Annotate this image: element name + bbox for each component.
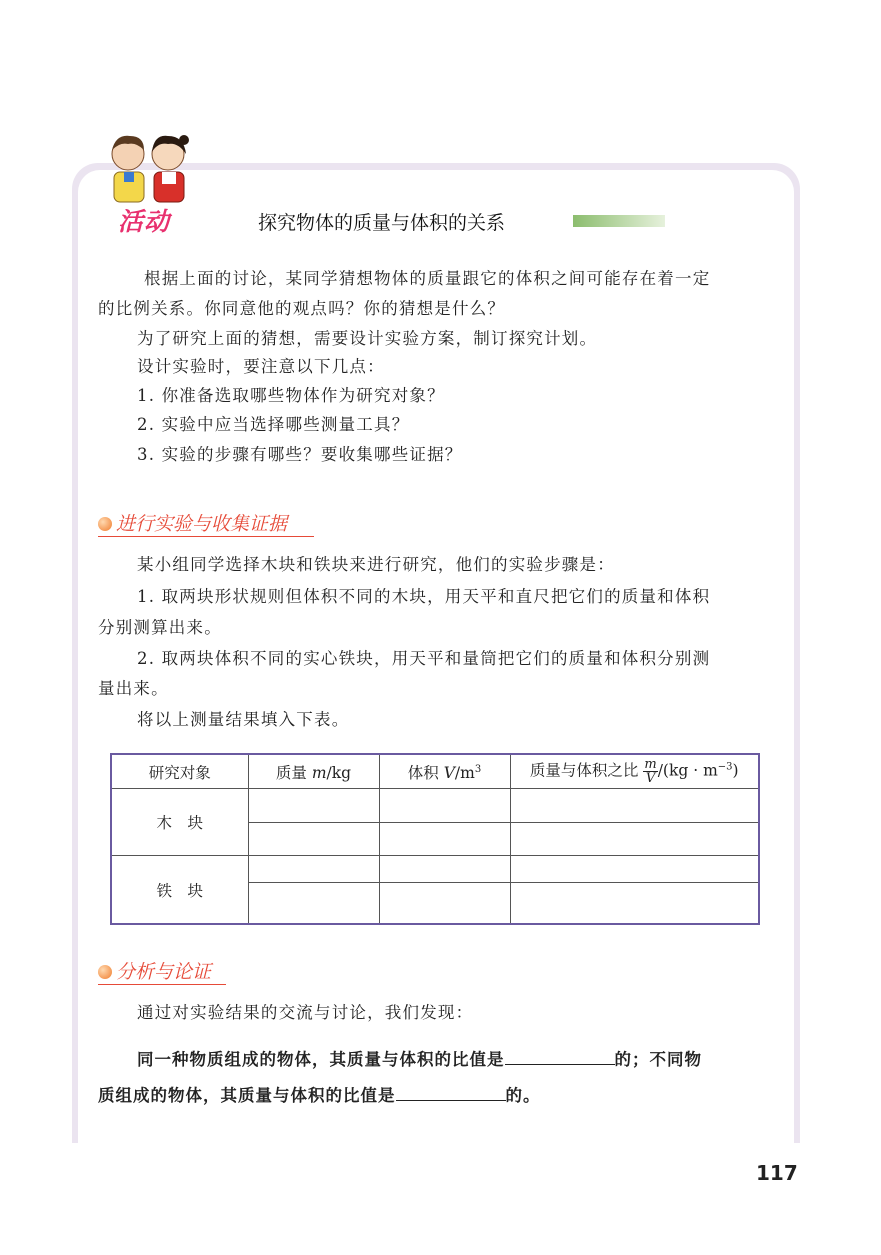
table-cell[interactable] — [248, 822, 379, 856]
mascot-children-illustration — [100, 128, 196, 206]
conclusion-line1: 同一种物质组成的物体，其质量与体积的比值是 的；不同物 — [137, 1050, 702, 1069]
section-heading-experiment: 进行实验与收集证据 — [98, 509, 287, 536]
row-label-wood: 木 块 — [111, 789, 248, 856]
table-header-row — [111, 754, 759, 789]
experiment-step2-line1: 2. 取两块体积不同的实心铁块，用天平和量筒把它们的质量和体积分别测 — [137, 649, 711, 668]
header-object: 研究对象 — [111, 754, 248, 789]
table-cell[interactable] — [510, 856, 759, 883]
intro-list-item: 3. 实验的步骤有哪些？要收集哪些证据？ — [137, 445, 463, 464]
measurement-table — [110, 753, 760, 925]
intro-list-item: 2. 实验中应当选择哪些测量工具？ — [137, 415, 410, 434]
header-mass: 质量 m/kg — [248, 754, 379, 789]
table-cell[interactable] — [248, 789, 379, 823]
table-cell[interactable] — [510, 822, 759, 856]
intro-notes-text: 设计实验时，要注意以下几点： — [137, 357, 385, 376]
answer-blank[interactable] — [505, 1064, 615, 1065]
intro-list-item: 1. 你准备选取哪些物体作为研究对象？ — [137, 386, 445, 405]
activity-label: 活动 — [118, 207, 171, 236]
table-cell[interactable] — [379, 789, 510, 823]
experiment-step1-line1: 1. 取两块形状规则但体积不同的木块，用天平和直尺把它们的质量和体积 — [137, 587, 711, 606]
header-ratio: 质量与体积之比 $\frac{m}{V}$ $/(kg \cdot m^{-3})$ — [510, 754, 759, 789]
activity-title: 探究物体的质量与体积的关系 — [258, 212, 506, 234]
table-cell[interactable] — [510, 883, 759, 924]
table-cell[interactable] — [510, 789, 759, 823]
bullet-dot-icon — [98, 965, 112, 979]
bullet-dot-icon — [98, 517, 112, 531]
table-cell[interactable] — [248, 856, 379, 883]
analysis-intro-text: 通过对实验结果的交流与讨论，我们发现： — [137, 1003, 474, 1022]
experiment-intro-text: 某小组同学选择木块和铁块来进行研究，他们的实验步骤是： — [137, 555, 615, 574]
fill-table-instruction: 将以上测量结果填入下表。 — [137, 710, 350, 729]
experiment-step2-line2: 量出来。 — [98, 679, 169, 698]
experiment-step1-line2: 分别测算出来。 — [98, 618, 222, 637]
table-row — [111, 789, 759, 823]
table-cell[interactable] — [379, 856, 510, 883]
page-number: 117 — [756, 1161, 798, 1185]
table-cell[interactable] — [248, 883, 379, 924]
intro-paragraph-line2: 的比例关系。你同意他的观点吗？你的猜想是什么？ — [98, 299, 506, 318]
row-label-iron: 铁 块 — [111, 856, 248, 925]
table-cell[interactable] — [379, 822, 510, 856]
header-volume: 体积 $V/m^3$ — [379, 754, 510, 789]
conclusion-line2: 质组成的物体，其质量与体积的比值是 的。 — [98, 1086, 541, 1105]
ratio-fraction: $\frac{m}{V}$ — [644, 757, 657, 786]
section-heading-analysis: 分析与论证 — [98, 957, 211, 984]
title-accent-bar — [573, 215, 665, 227]
answer-blank[interactable] — [396, 1100, 506, 1101]
table-cell[interactable] — [379, 883, 510, 924]
intro-paragraph-line1: 根据上面的讨论，某同学猜想物体的质量跟它的体积之间可能存在着一定 — [144, 269, 711, 288]
table-row — [111, 856, 759, 883]
section-underline — [98, 536, 314, 537]
section-underline — [98, 984, 226, 985]
intro-plan-text: 为了研究上面的猜想，需要设计实验方案，制订探究计划。 — [137, 329, 598, 348]
